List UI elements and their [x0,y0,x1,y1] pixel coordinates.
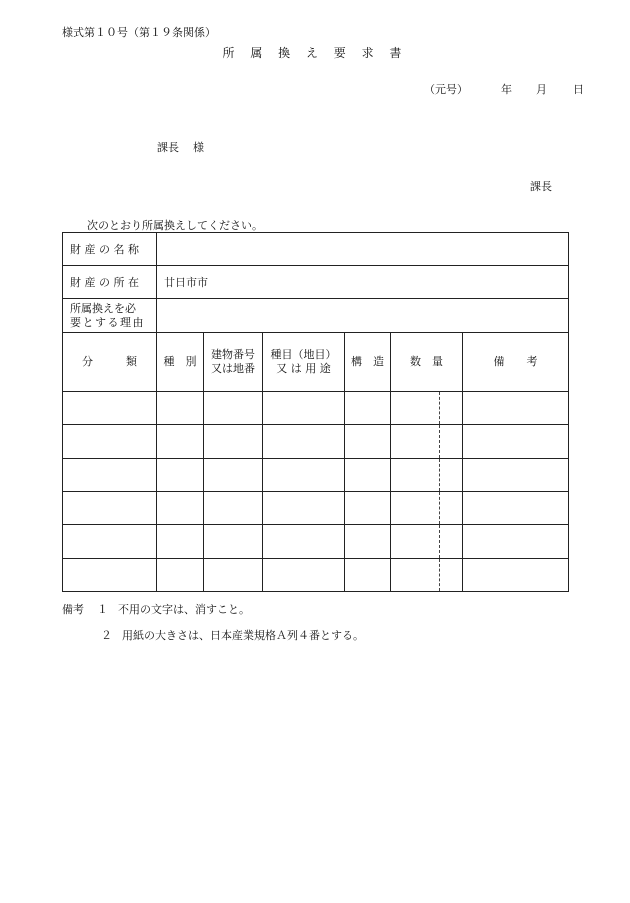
note-1-text: 不用の文字は、消すこと。 [118,603,250,616]
cell-structure[interactable] [345,392,391,425]
property-name-label: 財 産 の 名 称 [63,233,157,266]
cell-quantity[interactable] [391,525,463,559]
column-header-row [63,333,569,392]
col-quantity: 数 量 [391,333,463,392]
cell-type[interactable] [157,392,204,425]
reason-label-line1: 所属換えを必 [70,301,136,315]
note-1 [62,601,250,617]
table-row [63,425,569,459]
cell-category[interactable] [263,492,345,525]
cell-remarks[interactable] [463,425,569,459]
note-2-number: ２ [101,629,112,642]
col-building-line1: 建物番号 [211,348,255,361]
cell-type[interactable] [157,492,204,525]
property-name-row [63,233,569,266]
cell-structure[interactable] [345,525,391,559]
date-year: 年 [501,83,512,96]
quantity-divider [439,492,440,524]
col-structure: 構 造 [345,333,391,392]
reason-value[interactable] [157,299,569,333]
cell-building-number[interactable] [204,525,263,559]
cell-structure[interactable] [345,559,391,592]
cell-classification[interactable] [63,459,157,492]
cell-type[interactable] [157,459,204,492]
form-number: 様式第１０号（第１９条関係） [62,26,216,39]
property-location-value[interactable]: 廿日市市 [157,266,569,299]
cell-building-number[interactable] [204,492,263,525]
cell-remarks[interactable] [463,492,569,525]
cell-building-number[interactable] [204,459,263,492]
table-row [63,392,569,425]
col-category [263,333,345,392]
cell-classification[interactable] [63,525,157,559]
document-title: 所 属 換 え 要 求 書 [222,46,408,60]
cell-building-number[interactable] [204,425,263,459]
property-table [62,232,569,592]
col-building-number [204,333,263,392]
sender-title: 課長 [530,180,552,193]
cell-structure[interactable] [345,459,391,492]
date-month: 月 [536,83,547,96]
cell-quantity[interactable] [391,459,463,492]
cell-remarks[interactable] [463,459,569,492]
col-remarks: 備 考 [463,333,569,392]
cell-classification[interactable] [63,392,157,425]
col-classification: 分 類 [63,333,157,392]
date-line [424,81,584,97]
cell-remarks[interactable] [463,525,569,559]
note-2 [101,627,364,643]
cell-remarks[interactable] [463,392,569,425]
cell-type[interactable] [157,425,204,459]
cell-building-number[interactable] [204,559,263,592]
cell-quantity[interactable] [391,392,463,425]
notes-label: 備考 [62,603,84,616]
cell-category[interactable] [263,425,345,459]
cell-classification[interactable] [63,492,157,525]
cell-quantity[interactable] [391,559,463,592]
reason-label [63,299,157,333]
cell-building-number[interactable] [204,392,263,425]
quantity-divider [439,425,440,458]
reason-label-line2: 要とする理由 [70,315,145,329]
cell-quantity[interactable] [391,492,463,525]
quantity-divider [439,525,440,558]
date-day: 日 [573,83,584,96]
cell-category[interactable] [263,392,345,425]
cell-classification[interactable] [63,559,157,592]
table-row [63,492,569,525]
col-building-line2: 又は地番 [211,362,255,375]
table-row [63,525,569,559]
quantity-divider [439,392,440,424]
note-1-number: １ [97,603,108,616]
property-location-label: 財 産 の 所 在 [63,266,157,299]
intro-text: 次のとおり所属換えしてください。 [87,219,263,232]
cell-remarks[interactable] [463,559,569,592]
cell-category[interactable] [263,459,345,492]
addressee [157,139,204,155]
cell-quantity[interactable] [391,425,463,459]
addressee-honorific: 様 [193,141,204,154]
col-type: 種 別 [157,333,204,392]
table-row [63,459,569,492]
addressee-title: 課長 [157,141,179,154]
reason-row [63,299,569,333]
quantity-divider [439,459,440,491]
property-name-value[interactable] [157,233,569,266]
table-row [63,559,569,592]
date-era: （元号） [424,83,468,96]
cell-type[interactable] [157,559,204,592]
cell-category[interactable] [263,525,345,559]
cell-structure[interactable] [345,425,391,459]
col-category-line2: 又 は 用 途 [276,362,331,375]
note-2-text: 用紙の大きさは、日本産業規格Ａ列４番とする。 [122,629,364,642]
col-category-line1: 種目（地目） [270,348,337,361]
cell-classification[interactable] [63,425,157,459]
quantity-divider [439,559,440,591]
cell-structure[interactable] [345,492,391,525]
cell-type[interactable] [157,525,204,559]
cell-category[interactable] [263,559,345,592]
property-location-row [63,266,569,299]
